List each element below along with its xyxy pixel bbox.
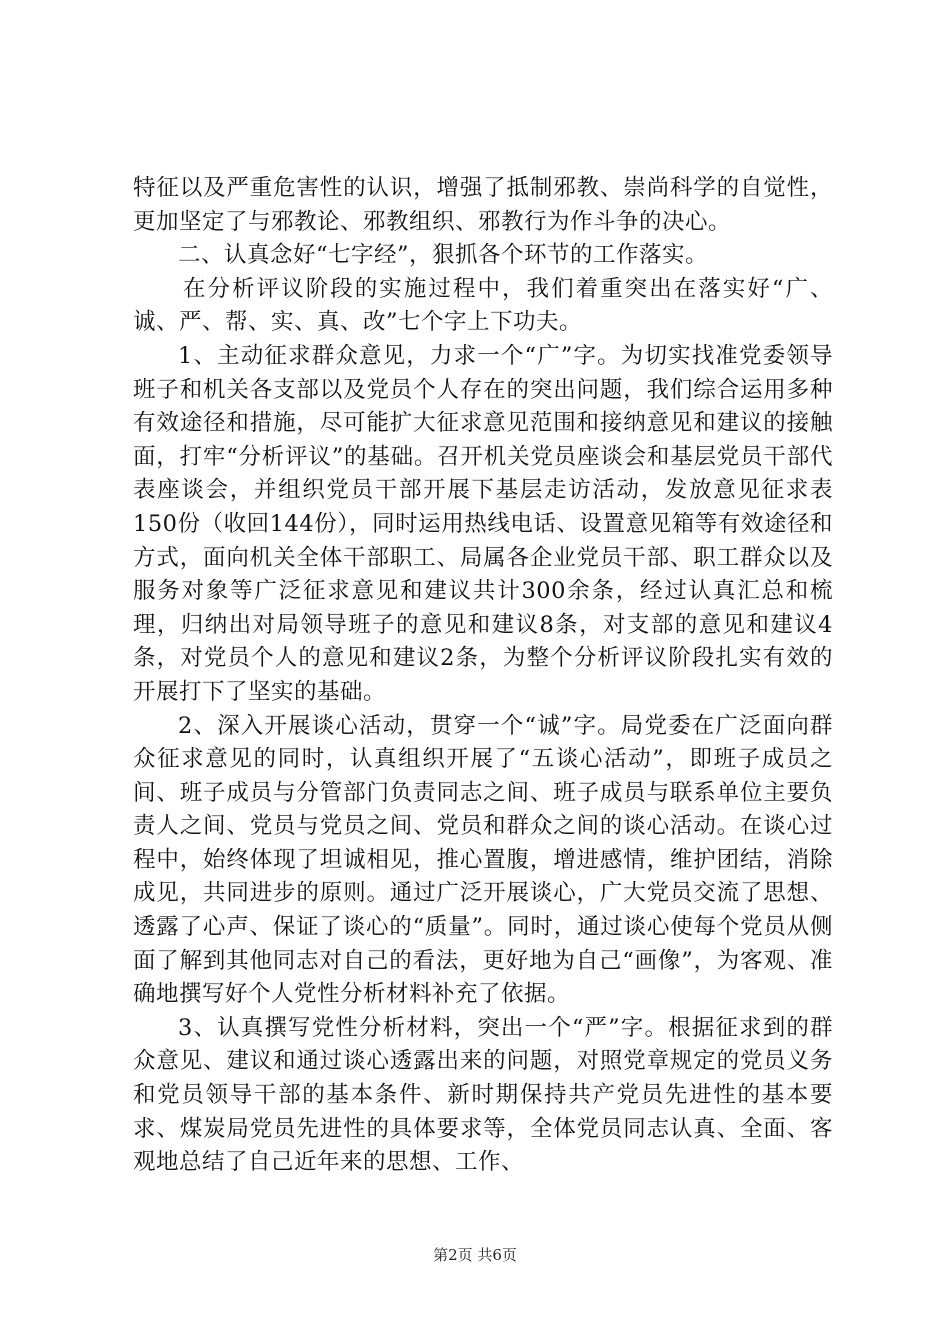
paragraph-intro: 在分析评议阶段的实施过程中，我们着重突出在落实好“广、诚、严、帮、实、真、改”七个字上下功夫。 bbox=[133, 275, 833, 336]
paragraph-item-1: 1、主动征求群众意见，力求一个“广”字。为切实找准党委领导班子和机关各支部以及党员个人存在的突出问题，我们综合运用多种有效途径和措施，尽可能扩大征求意见范围和接纳意见和建议的接触面，打牢“分析评议”的基础。召开机关党员座谈会和基层党员干部代表座谈会，并组织党员干部开展下基层走访活动，发放意见征求表150份（收回144份），同时运用热线电话、设置意见箱等有效途径和方式，面向机关全体干部职工、局属各企业党员干部、职工群众以及服务对象等广泛征求意见和建议共计300余条，经过认真汇总和梳理，归纳出对局领导班子的意见和建议8条，对支部的意见和建议4条，对党员个人的意见和建议2条，为整个分析评议阶段扎实有效的开展打下了坚实的基础。 bbox=[133, 342, 833, 705]
paragraph-continuation: 特征以及严重危害性的认识，增强了抵制邪教、崇尚科学的自觉性，更加坚定了与邪教论、邪教组织、邪教行为作斗争的决心。 bbox=[133, 175, 833, 235]
paragraph-item-2: 2、深入开展谈心活动，贯穿一个“诚”字。局党委在广泛面向群众征求意见的同时，认真组织开展了“五谈心活动”，即班子成员之间、班子成员与分管部门负责同志之间、班子成员与联系单位主要负责人之间、党员与党员之间、党员和群众之间的谈心活动。在谈心过程中，始终体现了坦诚相见，推心置腹，增进感情，维护团结，消除成见，共同进步的原则。通过广泛开展谈心，广大党员交流了思想、透露了心声、保证了谈心的“质量”。同时，通过谈心使每个党员从侧面了解到其他同志对自己的看法，更好地为自己“画像”，为客观、准确地撰写好个人党性分析材料补充了依据。 bbox=[133, 712, 833, 1008]
paragraph-item-3: 3、认真撰写党性分析材料，突出一个“严”字。根据征求到的群众意见、建议和通过谈心透露出来的问题，对照党章规定的党员义务和党员领导干部的基本条件、新时期保持共产党员先进性的基本要求、煤炭局党员先进性的具体要求等，全体党员同志认真、全面、客观地总结了自己近年来的思想、工作、 bbox=[133, 1014, 833, 1176]
document-body bbox=[133, 172, 833, 1180]
page-footer: 第2页 共6页 bbox=[433, 1246, 517, 1264]
paragraph-section-heading: 二、认真念好“七字经”，狠抓各个环节的工作落实。 bbox=[178, 242, 709, 269]
